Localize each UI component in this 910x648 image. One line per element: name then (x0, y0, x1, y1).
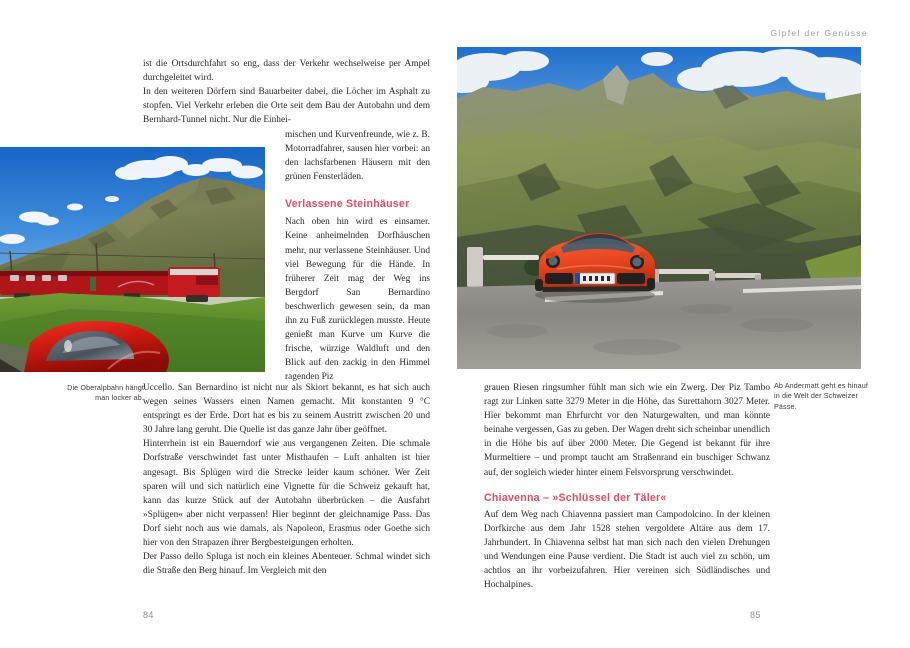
paragraph: grauen Riesen ringsumher fühlt man sich wie ein Zwerg. Der Piz Tambo ragt zur Linken satte 3279 Meter in die Höhe, das Surettahorn 3027 Meter. Hier bekommt man Ehrfurcht vor den Naturgewalten, und man könnte beinahe vergessen, Gas zu geben. Der Wagen dreht sich scheinbar unendlich in die Höhe bis auf über 2000 Meter. Die Gegend ist bekannt für ihre Murmeltiere – und prompt taucht am Straßenrand ein buschiger Schwanz auf, der sogleich wieder hinter einem Felsvorsprung verschwindet. (484, 383, 770, 478)
right-photo-caption: Ab Andermatt geht es hinauf in die Welt der Schweizer Pässe. (774, 381, 868, 411)
section-heading-chiavenna: Chiavenna – »Schlüssel der Täler« (484, 491, 667, 504)
paragraph: Hinterrhein ist ein Bauerndorf wie aus vergangenen Zeiten. Die schmale Dorfstraße verschwindet fast unter Misthaufen – Luft anhalten ist hier angesagt. Bis Splügen wird die Strecke leider kaum schöner. Wer Zeit sparen will und sich natürlich eine Vignette für die Schweiz gekauft hat, kann das kurze Stück auf der Autobahn überbrücken – die Ausfahrt »Splügen« aber nicht verpassen! Hier beginnt der gleichnamige Pass. Das Dorf sieht noch aus wie damals, als Napoleon, Erasmus oder Goethe sich hier von den Strapazen ihrer Bergbesteigungen erholten. (143, 439, 430, 549)
left-photo-caption: Die Oberalpbahn hängt man locker ab. (67, 383, 144, 403)
paragraph: Uccello. San Bernardino ist nicht nur als Skiort bekannt, es hat sich auch wegen seines Wassers einen Namen gemacht. Mit konstanten 9 °C entspringt es der Erde. Dort hat es bis zu seinem Austritt zwischen 20 und 30 Jahre lang geruht. Die Quelle ist das ganze Jahr über geöffnet. (143, 383, 430, 436)
paragraph: Auf dem Weg nach Chiavenna passiert man Campodolcino. In der kleinen Dorfkirche aus dem Jahr 1528 stehen vergoldete Altäre aus dem 17. Jahrhundert. In Chiavenna selbst hat man sich nach den vielen Drehungen und Wendungen eine Pause verdient. Die Stadt ist auch viel zu schön, um achtlos an ihr vorbeizufahren. Hier vereinen sich Südländisches und Hochalpines. (484, 509, 770, 591)
left-column-body (143, 381, 430, 578)
page-number-right: 85 (750, 610, 761, 620)
paragraph: In den weiteren Dörfern sind Bauarbeiter dabei, die Löcher im Asphalt zu stopfen. Viel Verkehr erleben die Orte seit dem Bau der Autobahn und dem Bernhard-Tunnel nicht. Nur die Einhei- (143, 87, 430, 126)
left-page-photo (0, 147, 265, 372)
paragraph: Der Passo dello Spluga ist noch ein kleines Abenteuer. Schmal windet sich die Straße den Berg hinauf. Im Vergleich mit den (143, 552, 430, 577)
orange-porsche-mountain-pass-photo (457, 47, 861, 369)
left-column-intro (143, 57, 430, 127)
right-page-photo (457, 47, 861, 369)
paragraph: Nach oben hin wird es einsamer. Keine anheimelnden Dorfhäuschen mehr, nur verlassene Steinhäuser. Und viel Bewegung für die Hände. In früherer Zeit mag der Weg ins Bergdorf San Bernardino beschwerlich gewesen sein, da man ihn zu Fuß zurücklegen musste. Heute genießt man Kurve um Kurve die frische, würzige Waldluft und den Blick auf den zackig in den Himmel ragenden Piz (285, 217, 430, 383)
paragraph: ist die Ortsdurchfahrt so eng, dass der Verkehr wechselweise per Ampel durchgeleitet wird. (143, 59, 430, 84)
running-head: Gipfel der Genüsse (770, 28, 868, 38)
left-column-wrap (285, 128, 430, 385)
page-number-left: 84 (143, 610, 154, 620)
section-heading-verlassene-steinhaeuser: Verlassene Steinhäuser (285, 198, 410, 211)
red-train-alpine-valley-photo (0, 147, 265, 372)
right-column-body (484, 381, 770, 592)
paragraph: mischen und Kurvenfreunde, wie z. B. Motorradfahrer, sausen hier vorbei: an den lachsfarbenen Häusern mit den grünen Fensterläden. (285, 130, 430, 183)
